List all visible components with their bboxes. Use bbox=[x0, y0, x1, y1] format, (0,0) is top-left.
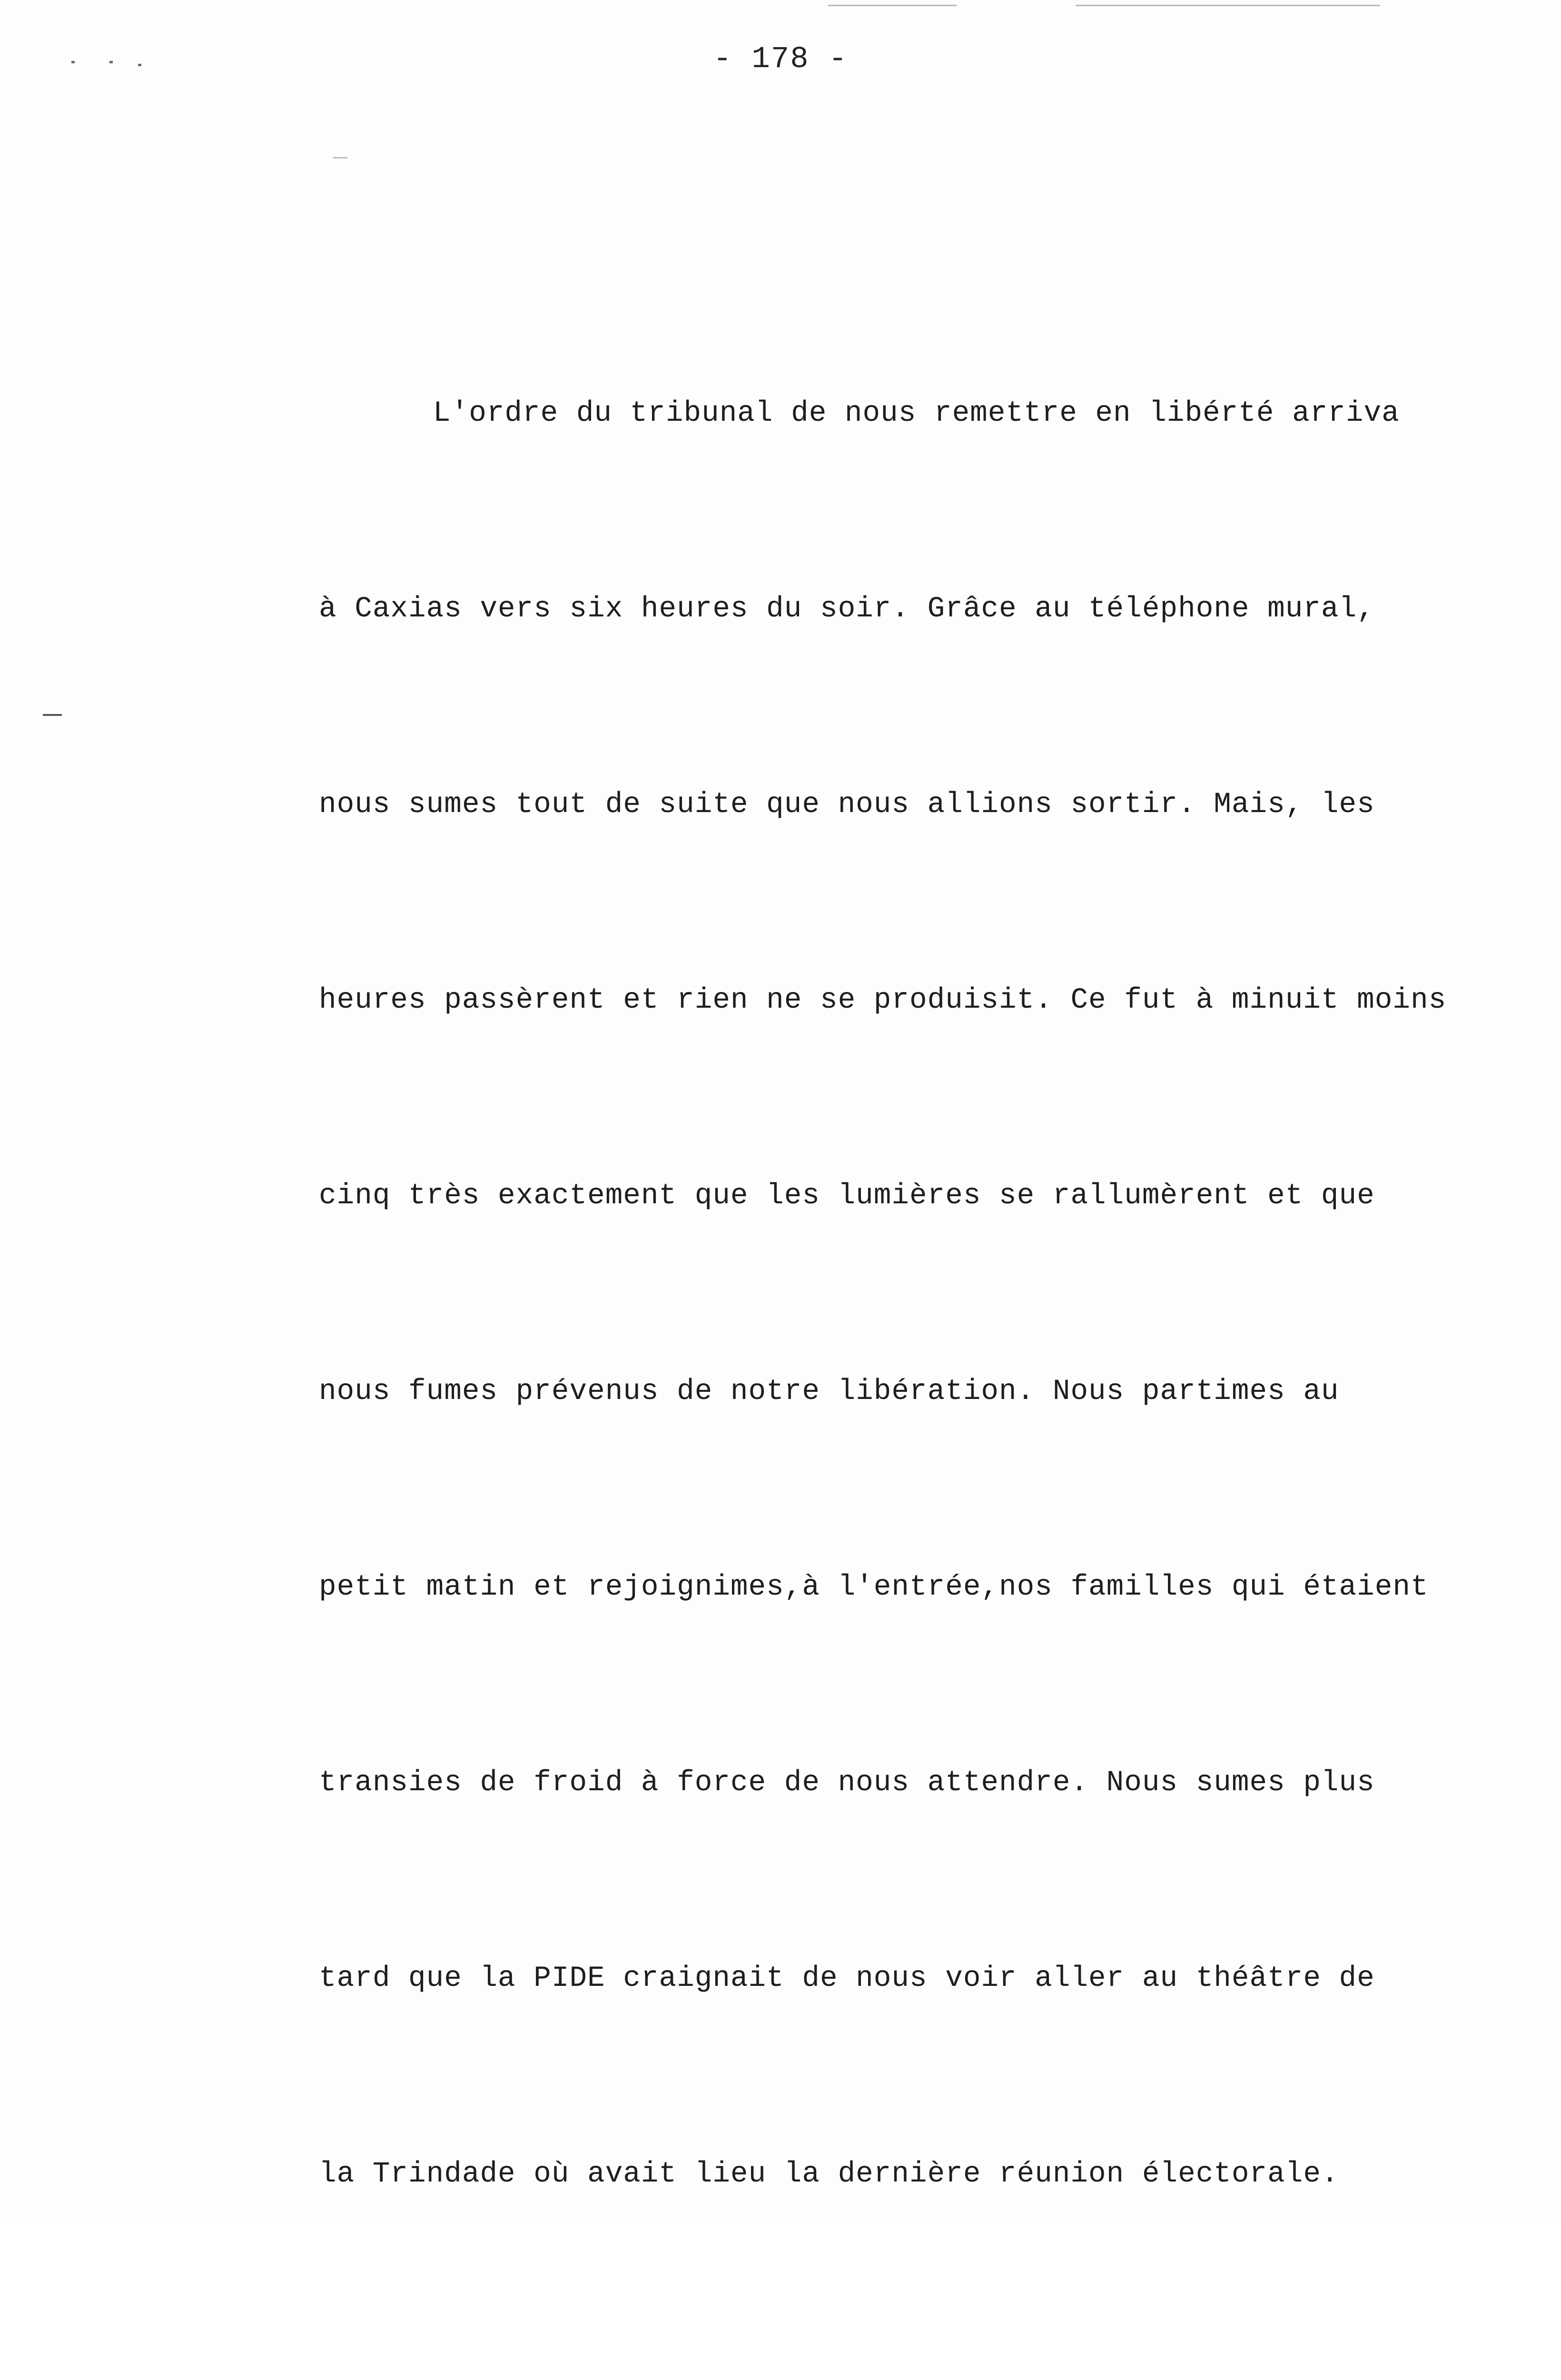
scan-edge-mark bbox=[1076, 5, 1380, 6]
scan-speck bbox=[71, 61, 75, 63]
text-line: transies de froid à force de nous attendre. Nous sumes plus bbox=[319, 1766, 1375, 1799]
text-line: la Trindade où avait lieu la dernière réunion électorale. bbox=[319, 2158, 1339, 2191]
text-line: petit matin et rejoignimes,à l'entrée,nos familles qui étaient bbox=[319, 1571, 1429, 1604]
margin-dash bbox=[43, 714, 62, 716]
text-line: nous sumes tout de suite que nous allions sortir. Mais, les bbox=[319, 788, 1375, 821]
paragraph-liberation bbox=[319, 250, 1556, 2337]
page-number: - 178 - bbox=[713, 42, 848, 77]
text-line: à Caxias vers six heures du soir. Grâce au téléphone mural, bbox=[319, 593, 1375, 625]
scan-speck bbox=[109, 61, 113, 63]
body-text bbox=[319, 120, 1556, 2380]
text-line: L'ordre du tribunal de nous remettre en libérté arriva bbox=[433, 397, 1400, 430]
scan-edge-mark bbox=[828, 5, 957, 6]
text-line: cinq très exactement que les lumières se rallumèrent et que bbox=[319, 1180, 1375, 1212]
text-line: heures passèrent et rien ne se produisit. Ce fut à minuit moins bbox=[319, 984, 1447, 1017]
scan-speck bbox=[138, 64, 141, 66]
text-line: tard que la PIDE craignait de nous voir aller au théâtre de bbox=[319, 1962, 1375, 1995]
text-line: nous fumes prévenus de notre libération. Nous partimes au bbox=[319, 1375, 1339, 1408]
